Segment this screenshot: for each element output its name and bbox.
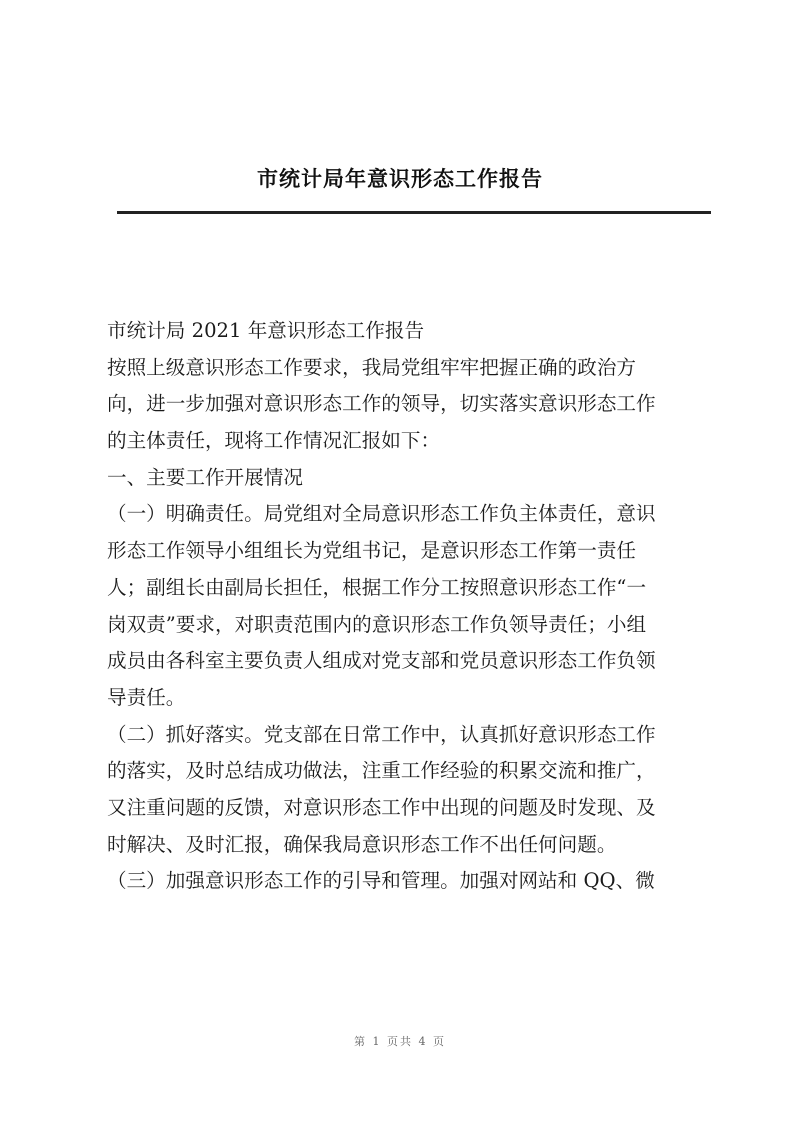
body-line: 市统计局 2021 年意识形态工作报告 <box>107 319 425 342</box>
body-line: 人；副组长由副局长担任，根据工作分工按照意识形态工作“一 <box>107 575 647 599</box>
body-line: 形态工作领导小组组长为党组书记，是意识形态工作第一责任 <box>107 539 637 563</box>
body-line: 的落实，及时总结成功做法，注重工作经验的积累交流和推广， <box>107 759 656 783</box>
body-line: 向，进一步加强对意识形态工作的领导，切实落实意识形态工作 <box>107 392 656 416</box>
page-number-footer: 第 1 页共 4 页 <box>354 1035 446 1048</box>
body-line: 的主体责任，现将工作情况汇报如下： <box>107 429 441 453</box>
body-line: 又注重问题的反馈，对意识形态工作中出现的问题及时发现、及 <box>107 795 656 819</box>
body-line: 按照上级意识形态工作要求，我局党组牢牢把握正确的政治方 <box>107 355 637 379</box>
body-line: 成员由各科室主要负责人组成对党支部和党员意识形态工作负领 <box>107 649 656 673</box>
body-line: 岗双责”要求，对职责范围内的意识形态工作负领导责任；小组 <box>107 612 647 636</box>
body-line: 导责任。 <box>107 685 186 709</box>
body-line: （二）抓好落实。党支部在日常工作中，认真抓好意识形态工作 <box>107 722 656 746</box>
document-title: 市统计局年意识形态工作报告 <box>257 167 543 191</box>
body-line: （三）加强意识形态工作的引导和管理。加强对网站和 QQ、微 <box>107 869 655 893</box>
body-line: （一）明确责任。局党组对全局意识形态工作负主体责任，意识 <box>107 502 656 526</box>
document-body <box>107 313 712 900</box>
section-heading: 一、主要工作开展情况 <box>107 465 303 489</box>
title-underline-rule <box>117 211 711 214</box>
body-line: 时解决、及时汇报，确保我局意识形态工作不出任何问题。 <box>107 832 617 856</box>
